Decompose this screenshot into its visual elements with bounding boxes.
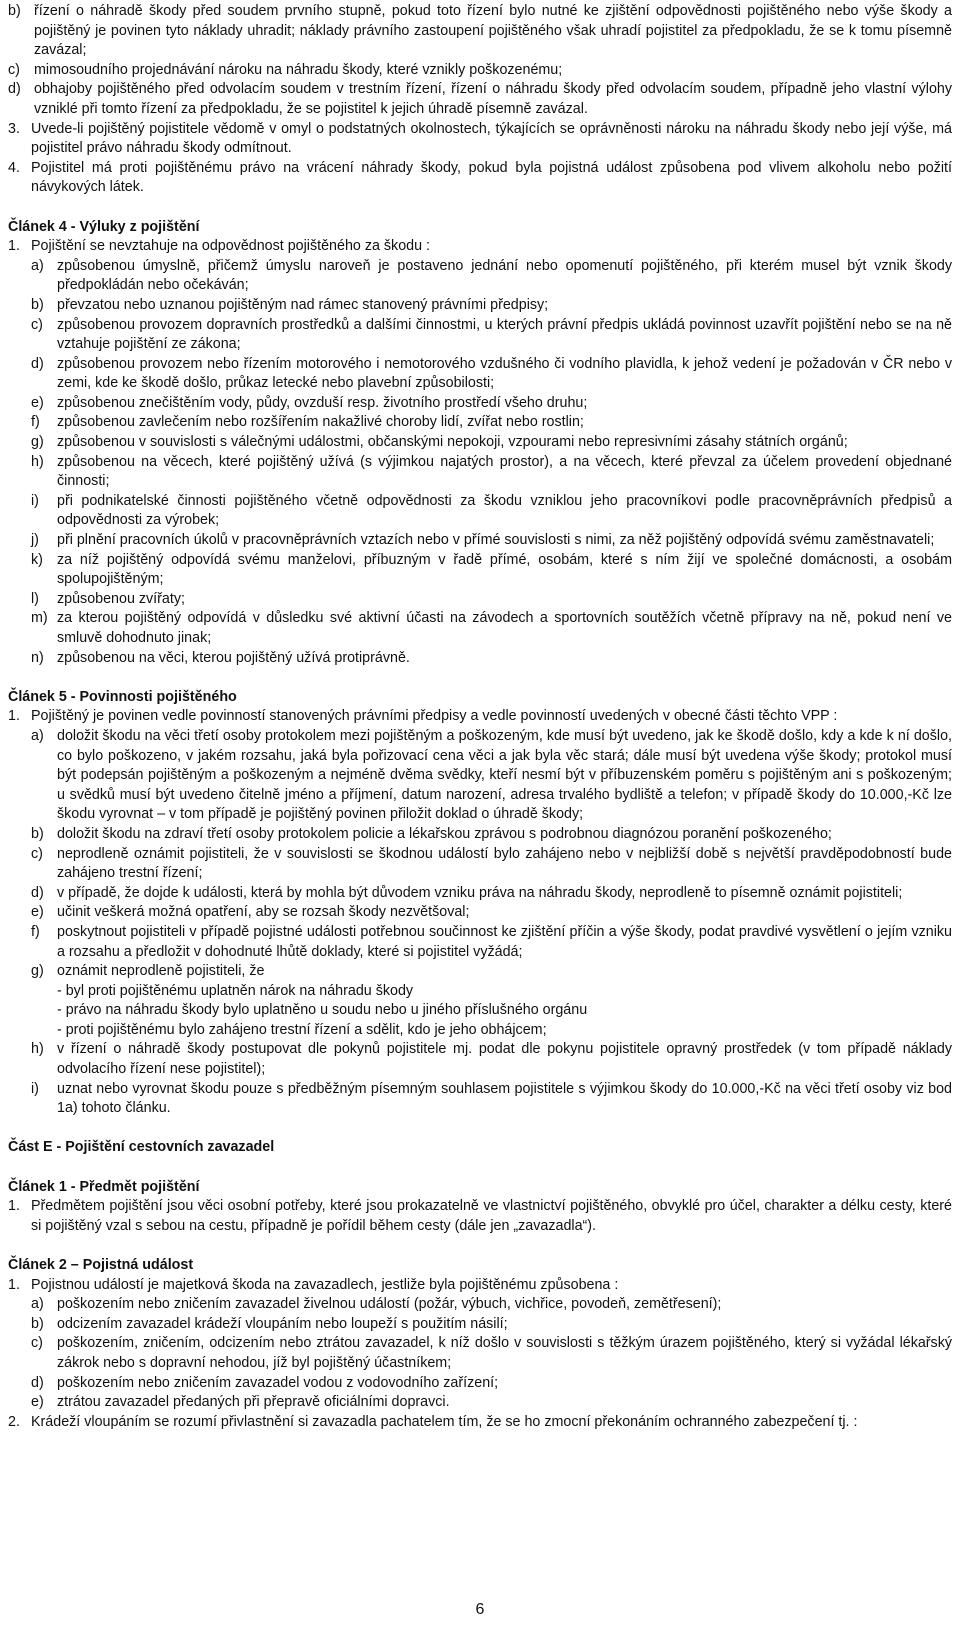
spacer xyxy=(8,1236,952,1256)
item-text: způsobenou zvířaty; xyxy=(57,590,185,607)
lettered-item xyxy=(31,394,952,414)
lettered-item xyxy=(31,825,952,845)
lettered-item xyxy=(31,649,952,669)
section-heading: Článek 1 - Předmět pojištění xyxy=(8,1178,200,1195)
item-letter: f) xyxy=(31,923,40,940)
item-letter: g) xyxy=(31,434,44,451)
lettered-item xyxy=(31,492,952,531)
item-letter: g) xyxy=(31,963,44,980)
item-letter: c) xyxy=(8,61,20,78)
item-text: způsobenou na věci, kterou pojištěný užívá protiprávně. xyxy=(57,649,410,666)
item-letter: m) xyxy=(31,610,48,627)
item-text: ztrátou zavazadel předaných při přepravě oficiálními dopravci. xyxy=(57,1394,450,1411)
spacer xyxy=(8,668,952,688)
item-text: způsobenou úmyslně, přičemž úmyslu naroveň je postaveno jednání nebo opomenutí pojištěného, při kterém musel být vznik škody předpokládán nebo očekáván; xyxy=(57,257,952,294)
numbered-paragraph xyxy=(8,1413,952,1433)
lettered-item xyxy=(31,962,952,982)
paragraph-text: Předmětem pojištění jsou věci osobní potřeby, které jsou prokazatelně ve vlastnictví pojištěného, obvyklé pro účel, charakter a délku cesty, které si pojištěný vzal s sebou na cestu, případně je pořídil během cesty (dále jen „zavazadla“). xyxy=(31,1198,952,1234)
lettered-item xyxy=(8,80,952,119)
item-text: uznat nebo vyrovnat škodu pouze s předběžným písemným souhlasem pojistitele s výjimkou škody do 10.000,-Kč na věci třetí osoby viz bod 1a) tohoto článku. xyxy=(57,1080,952,1117)
item-letter: e) xyxy=(31,1394,44,1411)
numbered-paragraph xyxy=(8,1197,952,1236)
item-text: za kterou pojištěný odpovídá v důsledku své aktivní účasti na závodech a sportovních soutěžích včetně přípravy na ně, pokud není ve smluvě dohodnuto jinak; xyxy=(57,610,952,646)
lettered-item xyxy=(31,433,952,453)
paragraph-number: 4. xyxy=(8,159,20,176)
item-letter: a) xyxy=(31,1296,44,1313)
item-text: obhajoby pojištěného před odvolacím soudem v trestním řízení, řízení o náhradu škody před odvolacím soudem, případně jeho vlastní výlohy vzniklé při tomto řízení za předpokladu, že se pojistitel k jejich úhradě písemně zavázal. xyxy=(34,81,952,117)
item-letter: l) xyxy=(31,590,39,607)
dash-item: - právo na náhradu škody bylo uplatněno u soudu nebo u jiného příslušného orgánu xyxy=(57,1002,588,1019)
item-text: učinit veškerá možná opatření, aby se rozsah škody nezvětšoval; xyxy=(57,904,470,921)
lettered-item xyxy=(31,355,952,394)
section-heading: Článek 5 - Povinnosti pojištěného xyxy=(8,688,237,705)
item-text: poskytnout pojistiteli v případě pojistné události potřebnou součinnost ke zjištění příčin a výše škody, podat pravdivé vysvětlení o jejím vzniku a rozsahu a předložit v dohodnuté lhůtě doklady, které si pojistitel vyžádá; xyxy=(57,923,952,960)
numbered-paragraph xyxy=(8,707,952,727)
lettered-item xyxy=(31,1080,952,1119)
paragraph-text: Pojištěný je povinen vedle povinností stanovených právními předpisy a vedle povinností uvedených v obecné části těchto VPP : xyxy=(31,708,838,725)
item-text: poškozením, zničením, odcizením nebo ztrátou zavazadel, k níž došlo v souvislosti s těžkým úrazem pojištěného, který si vyžádal lékařský zákrok nebo s dopravní nehodou, jíž byl pojištěný účastníkem; xyxy=(57,1335,952,1371)
item-text: při podnikatelské činnosti pojištěného včetně odpovědnosti za škodu vzniklou jeho pracovníkovi podle pracovněprávních předpisů a odpovědnosti za výrobek; xyxy=(57,492,952,529)
item-letter: h) xyxy=(31,1041,44,1058)
section-heading: Část E - Pojištění cestovních zavazadel xyxy=(8,1139,275,1156)
item-letter: b) xyxy=(31,296,44,313)
paragraph-text: Pojištění se nevztahuje na odpovědnost pojištěného za škodu : xyxy=(31,238,431,255)
item-text: způsobenou znečištěním vody, půdy, ovzduší resp. životního prostředí všeho druhu; xyxy=(57,394,588,411)
item-text: řízení o náhradě škody před soudem prvního stupně, pokud toto řízení bylo nutné ke zjištění odpovědnosti pojištěného nebo výše škody a pojištěný je povinen tyto náklady uhradit; náklady právního zastoupení pojištěného však uhradí pojistitel za předpokladu, že se k tomu písemně zavázal; xyxy=(34,3,952,59)
item-letter: b) xyxy=(31,1315,44,1332)
lettered-item xyxy=(31,1374,952,1394)
lettered-item xyxy=(31,609,952,648)
paragraph-number: 1. xyxy=(8,238,20,255)
item-text: v případě, že dojde k události, která by mohla být důvodem vzniku práva na náhradu škody, neprodleně to písemně oznámit pojistiteli; xyxy=(57,884,903,901)
numbered-paragraph xyxy=(8,1276,952,1296)
document-body xyxy=(8,2,952,1432)
paragraph-number: 1. xyxy=(8,708,20,725)
item-letter: i) xyxy=(31,492,39,509)
item-text: doložit škodu na zdraví třetí osoby protokolem policie a lékařskou zprávou s podrobnou diagnózou poranění poškozeného; xyxy=(57,825,832,842)
item-text: neprodleně oznámit pojistiteli, že v souvislosti se škodnou událostí bylo zahájeno nebo v nejbližší době s největší pravděpodobností bude zahájeno trestní řízení; xyxy=(57,845,952,882)
paragraph-text: Pojistitel má proti pojištěnému právo na vrácení náhrady škody, pokud byla pojistná událost způsobena pod vlivem alkoholu nebo požití návykových látek. xyxy=(31,159,952,196)
item-letter: a) xyxy=(31,257,44,274)
lettered-item xyxy=(31,590,952,610)
item-text: v řízení o náhradě škody postupovat dle pokynů pojistitele mj. podat dle pokynu pojistitele opravný prostředek (v tom případě náklady odvolacího řízení nese pojistitel); xyxy=(57,1041,952,1078)
numbered-paragraph xyxy=(8,120,952,159)
numbered-paragraph xyxy=(8,237,952,257)
item-letter: j) xyxy=(31,532,39,549)
item-letter: c) xyxy=(31,1335,43,1352)
lettered-item xyxy=(31,316,952,355)
item-letter: i) xyxy=(31,1080,39,1097)
item-letter: b) xyxy=(31,825,44,842)
item-text: doložit škodu na věci třetí osoby protokolem mezi pojištěným a poškozeným, kde musí být uvedeno, jak ke škodě došlo, kdy a kde k ní došlo, co bylo poškozeno, v jakém rozsahu, jaká byla pořizovací cena věci a jak byla věc stará; dále musí být uvedena výše škody; protokol musí být podepsán pojištěným a poškozeným a nejméně dvěma svědky, kteří nesmí být v příbuzenském poměru s pojištěným ani s poškozeným; u svědků musí být uvedeno čitelně jméno a příjmení, datum narození, adresa trvalého bydliště a telefon; v případě škody do 10.000,-Kč lze škodu vyrovnat – v tom případě je pojištěný povinen přiložit doklad o úhradě škody; xyxy=(57,727,952,823)
paragraph-text: Uvede-li pojištěný pojistitele vědomě v omyl o podstatných okolnostech, týkajících se oprávněnosti nároku na náhradu škody nebo její výše, má pojistitel právo náhradu škody odmítnout. xyxy=(31,120,952,157)
item-text: poškozením nebo zničením zavazadel vodou z vodovodního zařízení; xyxy=(57,1374,499,1391)
paragraph-number: 2. xyxy=(8,1413,20,1430)
page-number: 6 xyxy=(475,1601,485,1618)
lettered-item xyxy=(8,61,952,81)
item-letter: a) xyxy=(31,727,44,744)
lettered-item xyxy=(31,1334,952,1373)
lettered-item xyxy=(31,453,952,492)
item-text: převzatou nebo uznanou pojištěným nad rámec stanovený právními předpisy; xyxy=(57,296,549,313)
item-letter: e) xyxy=(31,394,44,411)
dash-item: - byl proti pojištěnému uplatněn nárok na náhradu škody xyxy=(57,982,414,999)
item-text: způsobenou provozem nebo řízením motorového i nemotorového vzdušného či vodního plavidla, k jehož vedení je požadován v ČR nebo v zemi, kde ke škodě došlo, průkaz letecké nebo plavební způsobilosti; xyxy=(57,355,952,392)
lettered-item xyxy=(8,2,952,61)
lettered-item xyxy=(31,845,952,884)
item-letter: c) xyxy=(31,316,43,333)
section-heading: Článek 2 – Pojistná událost xyxy=(8,1257,194,1273)
lettered-item xyxy=(31,1393,952,1413)
paragraph-number: 3. xyxy=(8,120,20,137)
lettered-item xyxy=(31,1295,952,1315)
lettered-item xyxy=(31,923,952,962)
item-letter: h) xyxy=(31,453,44,470)
item-letter: d) xyxy=(31,1374,44,1391)
item-text: za níž pojištěný odpovídá svému manželovi, příbuzným v řadě přímé, osobám, které s ním žijí ve společné domácnosti, a osobám spolupojištěným; xyxy=(57,551,952,588)
numbered-paragraph xyxy=(8,159,952,198)
lettered-item xyxy=(31,296,952,316)
spacer xyxy=(8,1158,952,1178)
lettered-item xyxy=(31,727,952,825)
item-letter: d) xyxy=(31,884,44,901)
item-letter: d) xyxy=(8,81,21,98)
item-letter: b) xyxy=(8,3,21,19)
item-text: poškozením nebo zničením zavazadel živelnou událostí (požár, výbuch, vichřice, povodeň, zemětřesení); xyxy=(57,1296,722,1313)
lettered-item xyxy=(31,551,952,590)
paragraph-number: 1. xyxy=(8,1198,20,1215)
lettered-item xyxy=(31,1315,952,1335)
lettered-item xyxy=(31,257,952,296)
item-text: způsobenou provozem dopravních prostředků a dalšími činnostmi, u kterých právní předpis ukládá povinnost uzavřít pojištění nebo se na ně vztahuje pojištění ze zákona; xyxy=(57,316,952,353)
item-text: způsobenou na věcech, které pojištěný užívá (s výjimkou najatých prostor), a na věcech, které převzal za účelem provedení objednané činnosti; xyxy=(57,453,952,490)
paragraph-text: Pojistnou událostí je majetková škoda na zavazadlech, jestliže byla pojištěnému způsobena : xyxy=(31,1276,619,1293)
spacer xyxy=(8,198,952,218)
item-letter: e) xyxy=(31,904,44,921)
section-heading: Článek 4 - Výluky z pojištění xyxy=(8,218,200,235)
lettered-item xyxy=(31,1040,952,1079)
lettered-item xyxy=(31,903,952,923)
item-letter: f) xyxy=(31,414,40,431)
item-text: odcizením zavazadel krádeží vloupáním nebo loupeží s použitím násilí; xyxy=(57,1315,508,1332)
item-text: způsobenou v souvislosti s válečnými událostmi, občanskými nepokoji, vzpourami nebo represivními zásahy státních orgánů; xyxy=(57,434,848,451)
item-letter: n) xyxy=(31,649,44,666)
item-text: oznámit neprodleně pojistiteli, že xyxy=(57,963,265,980)
lettered-item xyxy=(31,413,952,433)
item-letter: c) xyxy=(31,845,43,862)
lettered-item xyxy=(31,884,952,904)
spacer xyxy=(8,1119,952,1139)
item-text: způsobenou zavlečením nebo rozšířením nakažlivé choroby lidí, zvířat nebo rostlin; xyxy=(57,414,584,431)
paragraph-text: Krádeží vloupáním se rozumí přivlastnění si zavazadla pachatelem tím, že se ho zmocní překonáním ochranného zabezpečení tj. : xyxy=(31,1413,858,1430)
paragraph-number: 1. xyxy=(8,1276,20,1293)
dash-item: - proti pojištěnému bylo zahájeno trestní řízení a sdělit, kdo je jeho obhájcem; xyxy=(57,1021,547,1038)
item-text: mimosoudního projednávání nároku na náhradu škody, které vznikly poškozenému; xyxy=(34,61,563,78)
item-letter: d) xyxy=(31,355,44,372)
item-text: při plnění pracovních úkolů v pracovněprávních vztazích nebo v přímé souvislosti s nimi, za něž pojištěný odpovídá svému zaměstnavateli; xyxy=(57,532,935,549)
lettered-item xyxy=(31,531,952,551)
item-letter: k) xyxy=(31,551,43,568)
